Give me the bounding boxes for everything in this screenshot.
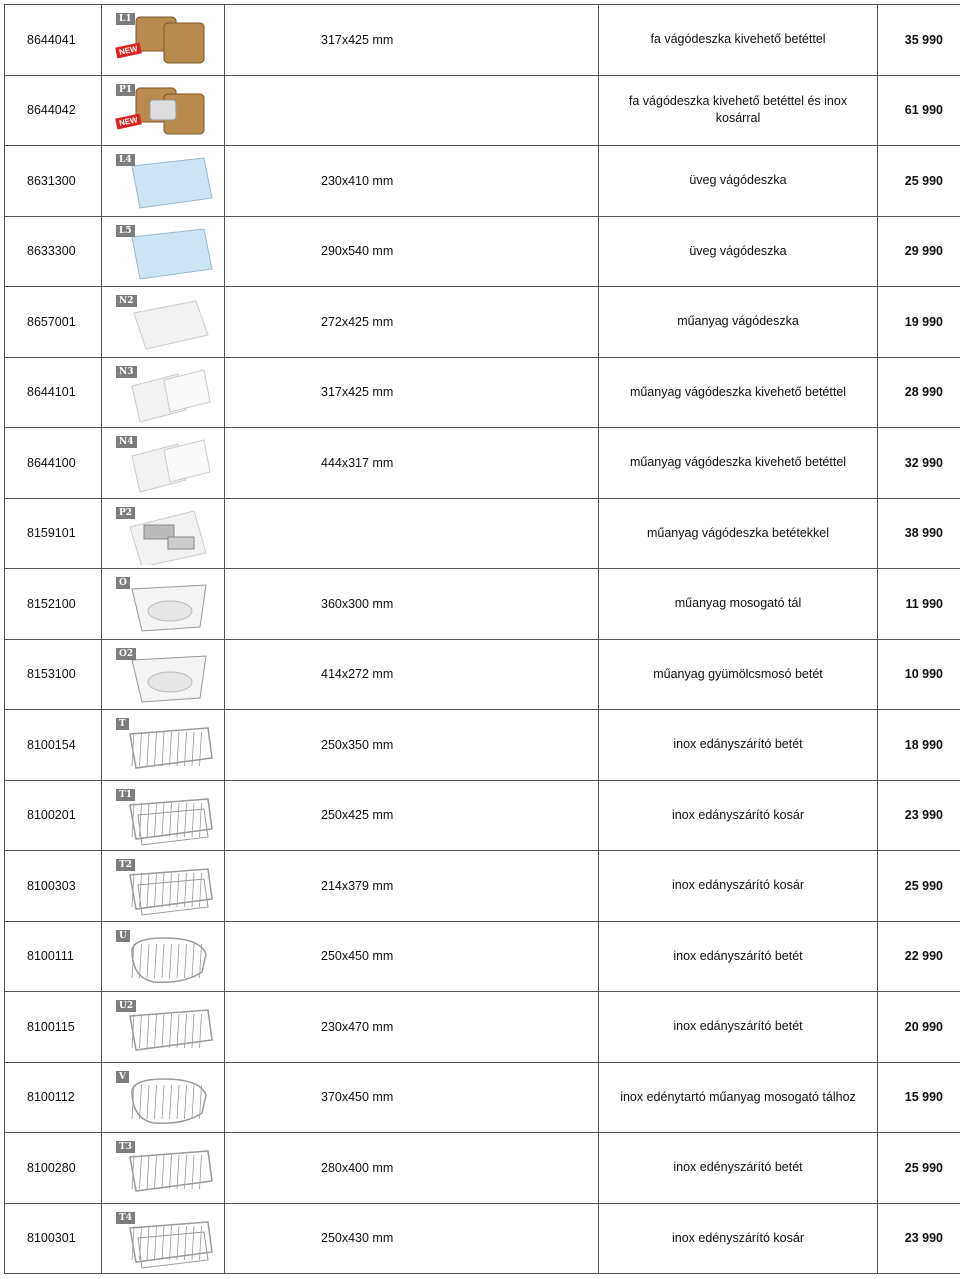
product-image xyxy=(102,357,225,428)
product-price: 25 990 xyxy=(878,851,960,922)
product-price: 10 990 xyxy=(878,639,960,710)
product-price: 15 990 xyxy=(878,1062,960,1133)
model-tag: L5 xyxy=(116,225,135,237)
product-price: 38 990 xyxy=(878,498,960,569)
product-image xyxy=(102,921,225,992)
model-tag: U xyxy=(116,930,130,942)
product-price: 61 990 xyxy=(878,75,960,146)
model-tag: P1 xyxy=(116,84,135,96)
table-row xyxy=(5,639,960,710)
product-dimensions: 250x350 mm xyxy=(225,710,599,781)
product-image xyxy=(102,710,225,781)
product-price: 18 990 xyxy=(878,710,960,781)
product-illustration xyxy=(124,436,216,494)
product-description: üveg vágódeszka xyxy=(599,146,878,217)
product-price: 29 990 xyxy=(878,216,960,287)
product-code: 8159101 xyxy=(5,498,102,569)
table-row xyxy=(5,5,960,76)
model-tag: T xyxy=(116,718,129,730)
product-price: 19 990 xyxy=(878,287,960,358)
product-description: inox edányszárító betét xyxy=(599,710,878,781)
product-dimensions: 250x450 mm xyxy=(225,921,599,992)
product-image xyxy=(102,146,225,217)
model-tag: V xyxy=(116,1071,129,1083)
table-row xyxy=(5,216,960,287)
product-image xyxy=(102,780,225,851)
product-image xyxy=(102,1203,225,1274)
product-description: műanyag gyümölcsmosó betét xyxy=(599,639,878,710)
product-dimensions: 414x272 mm xyxy=(225,639,599,710)
model-tag: O xyxy=(116,577,130,589)
product-illustration xyxy=(124,366,216,424)
product-description: inox edányszárító kosár xyxy=(599,780,878,851)
product-dimensions: 317x425 mm xyxy=(225,5,599,76)
product-description: műanyag vágódeszka xyxy=(599,287,878,358)
table-row xyxy=(5,569,960,640)
product-illustration xyxy=(124,225,216,283)
table-row xyxy=(5,498,960,569)
product-code: 8644100 xyxy=(5,428,102,499)
product-price: 25 990 xyxy=(878,1133,960,1204)
product-code: 8153100 xyxy=(5,639,102,710)
product-dimensions: 444x317 mm xyxy=(225,428,599,499)
new-badge: NEW xyxy=(115,113,141,129)
product-code: 8100111 xyxy=(5,921,102,992)
model-tag: T4 xyxy=(116,1212,135,1224)
product-illustration xyxy=(124,930,216,988)
product-dimensions: 290x540 mm xyxy=(225,216,599,287)
product-dimensions xyxy=(225,75,599,146)
product-description: üveg vágódeszka xyxy=(599,216,878,287)
product-image xyxy=(102,5,225,76)
product-image xyxy=(102,1062,225,1133)
product-code: 8100115 xyxy=(5,992,102,1063)
product-image xyxy=(102,216,225,287)
product-image xyxy=(102,287,225,358)
product-price: 23 990 xyxy=(878,1203,960,1274)
product-code: 8631300 xyxy=(5,146,102,217)
product-code: 8657001 xyxy=(5,287,102,358)
product-code: 8100280 xyxy=(5,1133,102,1204)
product-illustration xyxy=(124,507,216,565)
product-description: inox edényszárító kosár xyxy=(599,1203,878,1274)
model-tag: N4 xyxy=(116,436,137,448)
product-description: műanyag vágódeszka betétekkel xyxy=(599,498,878,569)
product-code: 8644101 xyxy=(5,357,102,428)
product-image xyxy=(102,1133,225,1204)
table-row xyxy=(5,146,960,217)
product-illustration xyxy=(124,648,216,706)
product-dimensions: 272x425 mm xyxy=(225,287,599,358)
product-price: 25 990 xyxy=(878,146,960,217)
product-illustration xyxy=(124,1212,216,1270)
product-dimensions: 250x430 mm xyxy=(225,1203,599,1274)
product-illustration xyxy=(124,1071,216,1129)
product-code: 8100112 xyxy=(5,1062,102,1133)
product-description: inox edányszárító kosár xyxy=(599,851,878,922)
product-description: fa vágódeszka kivehető betéttel és inox kosárral xyxy=(599,75,878,146)
table-row xyxy=(5,780,960,851)
product-dimensions: 370x450 mm xyxy=(225,1062,599,1133)
product-price: 20 990 xyxy=(878,992,960,1063)
product-description: műanyag vágódeszka kivehető betéttel xyxy=(599,357,878,428)
table-row xyxy=(5,287,960,358)
product-price: 23 990 xyxy=(878,780,960,851)
model-tag: N2 xyxy=(116,295,137,307)
product-illustration xyxy=(124,154,216,212)
model-tag: U2 xyxy=(116,1000,136,1012)
product-illustration xyxy=(124,577,216,635)
product-code: 8152100 xyxy=(5,569,102,640)
table-row xyxy=(5,1203,960,1274)
product-dimensions: 214x379 mm xyxy=(225,851,599,922)
product-illustration xyxy=(124,295,216,353)
product-description: inox edányszárító betét xyxy=(599,992,878,1063)
product-code: 8644041 xyxy=(5,5,102,76)
model-tag: N3 xyxy=(116,366,137,378)
table-row xyxy=(5,851,960,922)
product-dimensions: 250x425 mm xyxy=(225,780,599,851)
new-badge: NEW xyxy=(115,43,141,59)
product-illustration xyxy=(124,718,216,776)
product-description: inox edényszárító betét xyxy=(599,1133,878,1204)
model-tag: T2 xyxy=(116,859,135,871)
product-image xyxy=(102,428,225,499)
product-image xyxy=(102,639,225,710)
model-tag: L1 xyxy=(116,13,135,25)
table-row xyxy=(5,1062,960,1133)
product-code: 8100201 xyxy=(5,780,102,851)
table-row xyxy=(5,75,960,146)
product-illustration xyxy=(124,1000,216,1058)
product-dimensions: 360x300 mm xyxy=(225,569,599,640)
table-row xyxy=(5,921,960,992)
product-illustration xyxy=(124,84,216,142)
table-row xyxy=(5,710,960,781)
product-code: 8644042 xyxy=(5,75,102,146)
product-dimensions: 280x400 mm xyxy=(225,1133,599,1204)
product-description: fa vágódeszka kivehető betéttel xyxy=(599,5,878,76)
model-tag: O2 xyxy=(116,648,136,660)
price-table xyxy=(4,4,960,1274)
model-tag: T1 xyxy=(116,789,135,801)
product-image xyxy=(102,992,225,1063)
product-price: 22 990 xyxy=(878,921,960,992)
price-table-body xyxy=(5,5,960,1274)
product-price: 28 990 xyxy=(878,357,960,428)
table-row xyxy=(5,428,960,499)
product-illustration xyxy=(124,859,216,917)
product-code: 8100154 xyxy=(5,710,102,781)
product-description: műanyag vágódeszka kivehető betéttel xyxy=(599,428,878,499)
product-description: inox edénytartó műanyag mosogató tálhoz xyxy=(599,1062,878,1133)
table-row xyxy=(5,1133,960,1204)
product-image xyxy=(102,569,225,640)
product-image xyxy=(102,498,225,569)
table-row xyxy=(5,992,960,1063)
product-price: 11 990 xyxy=(878,569,960,640)
model-tag: T3 xyxy=(116,1141,135,1153)
product-image xyxy=(102,851,225,922)
product-dimensions xyxy=(225,498,599,569)
table-row xyxy=(5,357,960,428)
product-illustration xyxy=(124,1141,216,1199)
product-dimensions: 317x425 mm xyxy=(225,357,599,428)
model-tag: L4 xyxy=(116,154,135,166)
product-description: inox edányszárító betét xyxy=(599,921,878,992)
product-code: 8100301 xyxy=(5,1203,102,1274)
product-illustration xyxy=(124,789,216,847)
product-price: 35 990 xyxy=(878,5,960,76)
product-description: műanyag mosogató tál xyxy=(599,569,878,640)
product-code: 8633300 xyxy=(5,216,102,287)
product-dimensions: 230x410 mm xyxy=(225,146,599,217)
product-price: 32 990 xyxy=(878,428,960,499)
product-dimensions: 230x470 mm xyxy=(225,992,599,1063)
product-image xyxy=(102,75,225,146)
model-tag: P2 xyxy=(116,507,135,519)
product-code: 8100303 xyxy=(5,851,102,922)
